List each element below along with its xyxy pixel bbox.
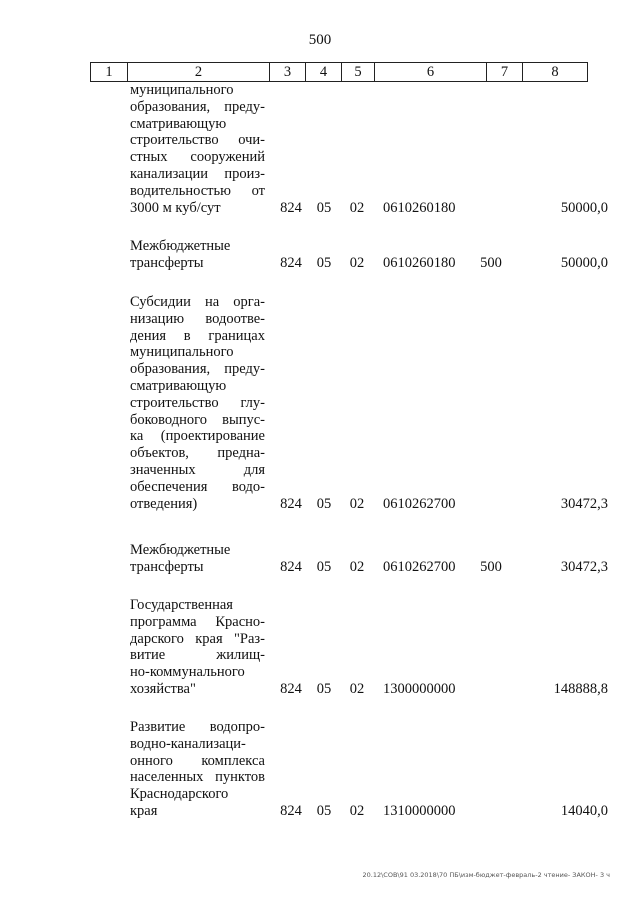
cell-section-code: 05	[316, 199, 332, 216]
cell-section-code: 05	[316, 681, 332, 697]
description-line: значенных для	[130, 461, 265, 478]
description-line: строительство очи-	[130, 132, 265, 149]
row-description	[130, 238, 265, 272]
row-description	[130, 82, 265, 216]
description-line: образования, преду-	[130, 98, 265, 115]
description-line: сматривающую	[130, 115, 227, 132]
row-description	[130, 597, 265, 698]
header-col-4: 4	[305, 63, 341, 81]
description-line: боководного выпус-	[130, 411, 265, 428]
description-line: низацию водоотве-	[130, 310, 265, 327]
description-line: витие жилищ-	[130, 647, 265, 664]
page-number: 500	[308, 32, 332, 48]
cell-target-article-code: 0610262700	[383, 558, 456, 575]
description-line: Развитие водопро-	[130, 719, 265, 735]
cell-amount: 30472,3	[560, 495, 608, 512]
cell-section-code: 05	[316, 495, 332, 512]
cell-subsection-code: 02	[349, 495, 365, 512]
description-line: хозяйства"	[130, 680, 196, 697]
description-line: обеспечения водо-	[130, 478, 265, 495]
cell-amount: 148888,8	[553, 681, 608, 697]
header-col-7: 7	[486, 63, 522, 81]
cell-amount: 30472,3	[560, 558, 608, 575]
cell-section-code: 05	[316, 558, 332, 575]
description-line: муниципального	[130, 82, 234, 98]
description-line: Межбюджетные	[130, 238, 231, 254]
description-line: образования, преду-	[130, 361, 265, 378]
cell-subsection-code: 02	[349, 681, 365, 697]
cell-amount: 50000,0	[560, 254, 608, 271]
cell-amount: 50000,0	[560, 199, 608, 216]
description-line: но-коммунального	[130, 664, 245, 681]
cell-section-code: 05	[316, 254, 332, 271]
row-description	[130, 294, 265, 512]
description-line: онного комплекса	[130, 752, 265, 769]
cell-ministry-code: 824	[280, 495, 302, 512]
description-line: Государственная	[130, 597, 233, 613]
cell-ministry-code: 824	[280, 199, 302, 216]
cell-expense-type-code: 500	[480, 254, 502, 271]
description-line: водно-канализаци-	[130, 735, 246, 752]
description-line: Субсидии на орга-	[130, 294, 265, 310]
row-description	[130, 719, 265, 820]
description-line: отведения)	[130, 495, 198, 512]
description-line: края	[130, 802, 158, 819]
cell-target-article-code: 0610260180	[383, 199, 456, 216]
cell-ministry-code: 824	[280, 803, 302, 819]
description-line: ка (проектирование	[130, 428, 265, 445]
description-line: канализации произ-	[130, 165, 265, 182]
cell-target-article-code: 0610262700	[383, 495, 456, 512]
header-col-5: 5	[341, 63, 374, 81]
description-line: стных сооружений	[130, 149, 265, 166]
table-header-row	[90, 62, 588, 82]
cell-ministry-code: 824	[280, 558, 302, 575]
header-col-2: 2	[127, 63, 269, 81]
cell-target-article-code: 0610260180	[383, 254, 456, 271]
row-description	[130, 542, 265, 576]
cell-target-article-code: 1310000000	[383, 803, 456, 819]
description-line: трансферты	[130, 254, 204, 271]
description-line: сматривающую	[130, 377, 227, 394]
cell-subsection-code: 02	[349, 199, 365, 216]
footer-file-path: 20.12\СОВ\91 03.2018\70 ПБ\изм-бюджет-февраль-2 чтение- ЗАКОН- 3 ч	[362, 871, 610, 879]
cell-ministry-code: 824	[280, 681, 302, 697]
description-line: объектов, предна-	[130, 445, 265, 462]
header-col-1: 1	[105, 64, 113, 80]
cell-ministry-code: 824	[280, 254, 302, 271]
cell-section-code: 05	[316, 803, 332, 819]
description-line: 3000 м куб/сут	[130, 199, 221, 216]
description-line: Межбюджетные	[130, 542, 231, 558]
description-line: дения в границах	[130, 327, 265, 344]
cell-amount: 14040,0	[560, 803, 608, 819]
description-line: муниципального	[130, 344, 234, 361]
cell-subsection-code: 02	[349, 254, 365, 271]
description-line: Краснодарского	[130, 786, 229, 803]
cell-subsection-code: 02	[349, 558, 365, 575]
cell-expense-type-code: 500	[480, 558, 502, 575]
description-line: населенных пунктов	[130, 769, 265, 786]
description-line: водительностью от	[130, 182, 265, 199]
cell-subsection-code: 02	[349, 803, 365, 819]
description-line: трансферты	[130, 558, 204, 575]
description-line: дарского края "Раз-	[130, 630, 265, 647]
description-line: строительство глу-	[130, 394, 265, 411]
cell-target-article-code: 1300000000	[383, 681, 456, 697]
description-line: программа Красно-	[130, 613, 265, 630]
header-col-6: 6	[374, 63, 486, 81]
header-col-3: 3	[269, 63, 305, 81]
header-col-8: 8	[522, 63, 587, 81]
